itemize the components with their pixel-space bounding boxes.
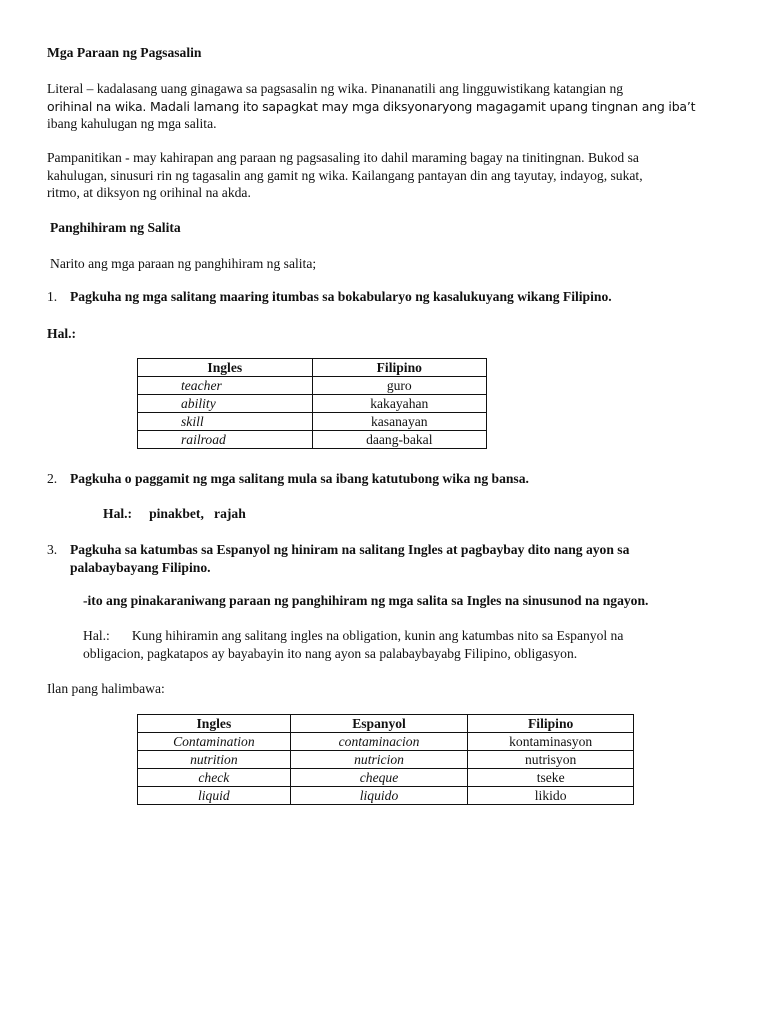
list-item-text: Pagkuha o paggamit ng mga salitang mula sa ibang katutubong wika ng bansa. — [70, 471, 529, 486]
table-cell: contaminacion — [290, 733, 468, 751]
list-item-line-2: palabaybayang Filipino. — [70, 559, 211, 575]
table-cell: guro — [312, 377, 486, 395]
document-title: Mga Paraan ng Pagsasalin — [47, 45, 202, 60]
list-item-1 — [47, 288, 737, 306]
table-cell: Contamination — [138, 733, 291, 751]
example-words: pinakbet, rajah — [149, 506, 246, 521]
list-item-text: Pagkuha ng mga salitang maaring itumbas sa bokabularyo ng kasalukuyang wikang Filipino. — [70, 289, 612, 304]
example-label: Hal.: — [83, 628, 110, 643]
table-row — [138, 377, 487, 395]
table-header-row — [138, 359, 487, 377]
example-text: Kung hihiramin ang salitang ingles na obligation, kunin ang katumbas nito sa Espanyol na — [131, 628, 624, 643]
table-row — [138, 787, 634, 805]
table-cell: skill — [138, 413, 313, 431]
table-cell: likido — [468, 787, 634, 805]
table-header-cell: Ingles — [138, 359, 313, 377]
table-row — [138, 413, 487, 431]
table-cell: daang-bakal — [312, 431, 486, 449]
table-cell: kontaminasyon — [468, 733, 634, 751]
table-cell: nutricion — [290, 751, 468, 769]
table-header-cell: Espanyol — [290, 715, 468, 733]
example-line-2: obligacion, pagkatapos ay bayabayin ito nang ayon sa palabaybayabg Filipino, obligasyon. — [83, 645, 578, 661]
pampanitikan-line-1: Pampanitikan - may kahirapan ang paraan ng pagsasaling ito dahil maraming bagay na tinitingnan. Bukod sa — [47, 150, 639, 165]
example-line-1 — [83, 627, 743, 645]
list-number: 1. — [47, 289, 58, 304]
table-cell: tseke — [468, 769, 634, 787]
literal-line-1: Literal – kadalasang uang ginagawa sa pagsasalin ng wika. Pinananatili ang lingguwistikang katangian ng — [47, 81, 624, 96]
literal-line-2b: . Madali lamang ito sapagkat may mga diksyonaryong magagamit upang tingnan ang iba’t — [142, 98, 696, 114]
list-item-3 — [47, 541, 723, 577]
list-number: 3. — [47, 542, 58, 557]
table-cell: cheque — [290, 769, 468, 787]
item-3-note: -ito ang pinakaraniwang paraan ng panghihiram ng mga salita sa Ingles na sinusunod na ngayon. — [83, 593, 649, 608]
table-header-cell: Filipino — [468, 715, 634, 733]
literal-line-2a: orihinal na wika — [47, 98, 143, 114]
ingles-filipino-table — [137, 358, 487, 449]
table-cell: check — [138, 769, 291, 787]
table-cell: teacher — [138, 377, 313, 395]
ingles-espanyol-filipino-table — [137, 714, 634, 805]
table-cell: ability — [138, 395, 313, 413]
example-label: Hal.: — [47, 326, 77, 341]
table-cell: nutrisyon — [468, 751, 634, 769]
literal-paragraph — [47, 80, 727, 133]
pampanitikan-paragraph — [47, 149, 727, 202]
intro-text: Narito ang mga paraan ng panghihiram ng salita; — [50, 256, 317, 271]
table-header-row — [138, 715, 634, 733]
table-cell: liquido — [290, 787, 468, 805]
table-row — [138, 769, 634, 787]
table-cell: liquid — [138, 787, 291, 805]
item-3-example — [83, 627, 743, 662]
more-examples-label: Ilan pang halimbawa: — [47, 681, 165, 696]
table-row — [138, 431, 487, 449]
table-header-cell: Filipino — [312, 359, 486, 377]
table-header-cell: Ingles — [138, 715, 291, 733]
table-cell: nutrition — [138, 751, 291, 769]
table-row — [138, 395, 487, 413]
list-number: 2. — [47, 471, 58, 486]
list-item-text — [70, 541, 723, 576]
table-cell: kasanayan — [312, 413, 486, 431]
table-row — [138, 733, 634, 751]
table-cell: railroad — [138, 431, 313, 449]
table-cell: kakayahan — [312, 395, 486, 413]
table-row — [138, 751, 634, 769]
list-item-line-1: Pagkuha sa katumbas sa Espanyol ng hiniram na salitang Ingles at pagbaybay dito nang ayon sa — [70, 542, 630, 557]
item-2-example — [103, 505, 246, 523]
pampanitikan-line-2: kahulugan, sinusuri rin ng tagasalin ang gamit ng wika. Kailangang pantayan din ang tayutay, indayog, sukat, — [47, 167, 643, 183]
literal-line-2 — [47, 98, 727, 116]
literal-line-3: ibang kahulugan ng mga salita. — [47, 116, 217, 131]
pampanitikan-line-3: ritmo, at diksyon ng orihinal na akda. — [47, 185, 251, 200]
section-title: Panghihiram ng Salita — [50, 220, 181, 235]
list-item-2 — [47, 470, 737, 488]
example-label: Hal.: — [103, 506, 133, 521]
